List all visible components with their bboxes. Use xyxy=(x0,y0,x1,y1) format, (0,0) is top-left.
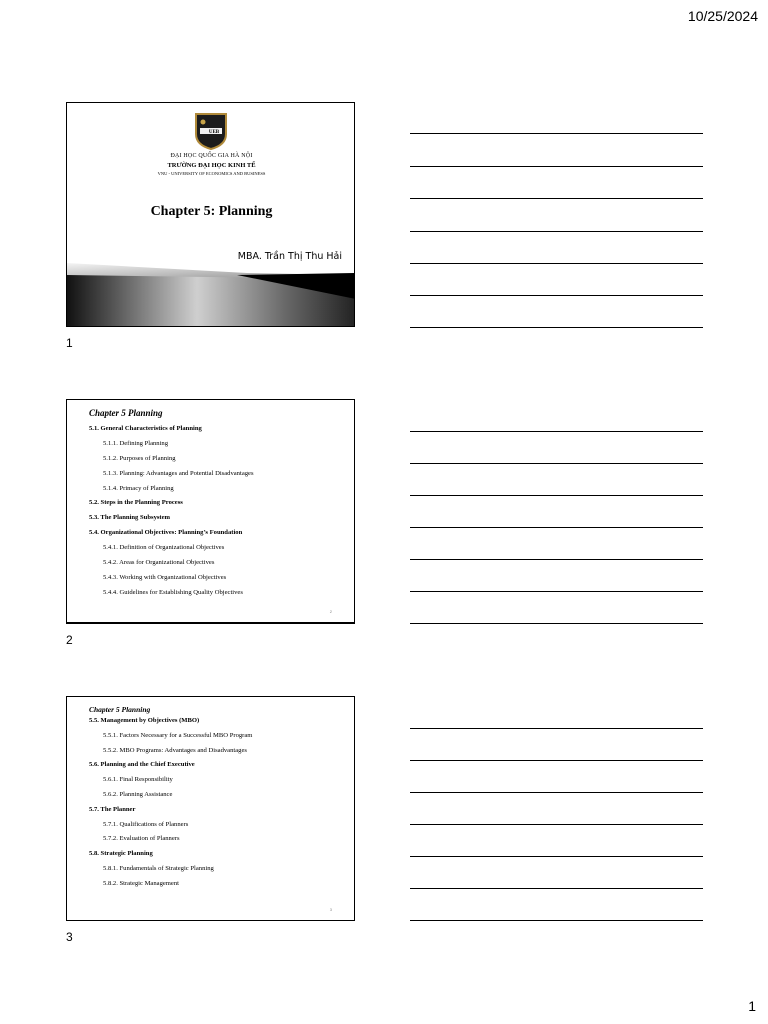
note-line xyxy=(410,166,703,167)
note-line xyxy=(410,295,703,296)
slide-title: Chapter 5 Planning xyxy=(89,705,151,714)
note-line xyxy=(410,824,703,825)
note-line xyxy=(410,198,703,199)
outline-item: 5.4. Organizational Objectives: Planning’s Foundation xyxy=(89,529,243,537)
page-number: 1 xyxy=(748,998,756,1014)
slide-thumbnail-2[interactable] xyxy=(66,399,355,624)
outline-item: 5.1.4. Primacy of Planning xyxy=(103,484,174,492)
outline-list xyxy=(89,714,346,892)
university-name-line-1: ĐẠI HỌC QUỐC GIA HÀ NỘI xyxy=(170,153,253,159)
outline-item: 5.8.2. Strategic Management xyxy=(103,879,179,887)
note-line xyxy=(410,527,703,528)
outline-item: 5.8. Strategic Planning xyxy=(89,850,153,858)
slide-outline xyxy=(89,705,346,892)
note-line xyxy=(410,133,703,134)
slide-outline xyxy=(89,408,346,601)
outline-item: 5.6.1. Final Responsibility xyxy=(103,776,173,784)
print-date: 10/25/2024 xyxy=(687,8,758,24)
note-line xyxy=(410,728,703,729)
note-line xyxy=(410,760,703,761)
outline-item: 5.6. Planning and the Chief Executive xyxy=(89,761,195,769)
outline-item: 5.5.1. Factors Necessary for a Successful MBO Program xyxy=(103,731,253,739)
outline-item: 5.4.2. Areas for Organizational Objectives xyxy=(103,559,215,567)
note-line xyxy=(410,888,703,889)
outline-item: 5.5.2. MBO Programs: Advantages and Disadvantages xyxy=(103,746,247,754)
slide-index-2: 2 xyxy=(66,633,73,647)
university-name-line-2: TRƯỜNG ĐẠI HỌC KINH TẾ xyxy=(167,162,256,169)
slide-thumbnail-1[interactable] xyxy=(66,102,355,327)
note-line xyxy=(410,495,703,496)
note-line xyxy=(410,263,703,264)
logo-text: UEB xyxy=(208,130,220,135)
outline-item: 5.1.3. Planning: Advantages and Potential Disadvantages xyxy=(103,469,254,477)
note-line xyxy=(410,792,703,793)
outline-item: 5.1.1. Defining Planning xyxy=(103,439,169,447)
outline-item: 5.1. General Characteristics of Planning xyxy=(89,425,202,432)
note-line xyxy=(410,920,703,921)
outline-item: 5.5. Management by Objectives (MBO) xyxy=(89,717,200,724)
outline-item: 5.3. The Planning Subsystem xyxy=(89,514,171,522)
note-line xyxy=(410,623,703,624)
note-line xyxy=(410,327,703,328)
outline-item: 5.6.2. Planning Assistance xyxy=(103,790,173,798)
note-line xyxy=(410,856,703,857)
slide-title: Chapter 5 Planning xyxy=(89,408,163,418)
outline-item: 5.1.2. Purposes of Planning xyxy=(103,454,176,462)
slide-footer-number: 2 xyxy=(329,609,332,614)
outline-item: 5.7.1. Qualifications of Planners xyxy=(103,820,189,828)
outline-item: 5.2. Steps in the Planning Process xyxy=(89,499,183,507)
university-name-line-3: VNU - UNIVERSITY OF ECONOMICS AND BUSINESS xyxy=(157,171,266,176)
slide-index-3: 3 xyxy=(66,930,73,944)
shield-logo-icon xyxy=(194,112,228,150)
outline-list xyxy=(89,422,346,601)
outline-item: 5.7.2. Evaluation of Planners xyxy=(103,835,180,843)
note-line xyxy=(410,431,703,432)
outline-item: 5.8.1. Fundamentals of Strategic Planning xyxy=(103,864,214,872)
author-name: MBA. Trần Thị Thu Hải xyxy=(237,251,342,262)
slide-thumbnail-3[interactable] xyxy=(66,696,355,921)
note-line xyxy=(410,231,703,232)
outline-item: 5.4.4. Guidelines for Establishing Quality Objectives xyxy=(103,588,243,596)
slide-index-1: 1 xyxy=(66,336,73,350)
outline-item: 5.7. The Planner xyxy=(89,805,136,813)
outline-item: 5.4.1. Definition of Organizational Objectives xyxy=(103,544,225,552)
slide-title: Chapter 5: Planning xyxy=(150,204,273,219)
note-line xyxy=(410,463,703,464)
outline-item: 5.4.3. Working with Organizational Objectives xyxy=(103,573,227,581)
note-line xyxy=(410,591,703,592)
note-line xyxy=(410,559,703,560)
slide-footer-number: 3 xyxy=(329,907,332,912)
